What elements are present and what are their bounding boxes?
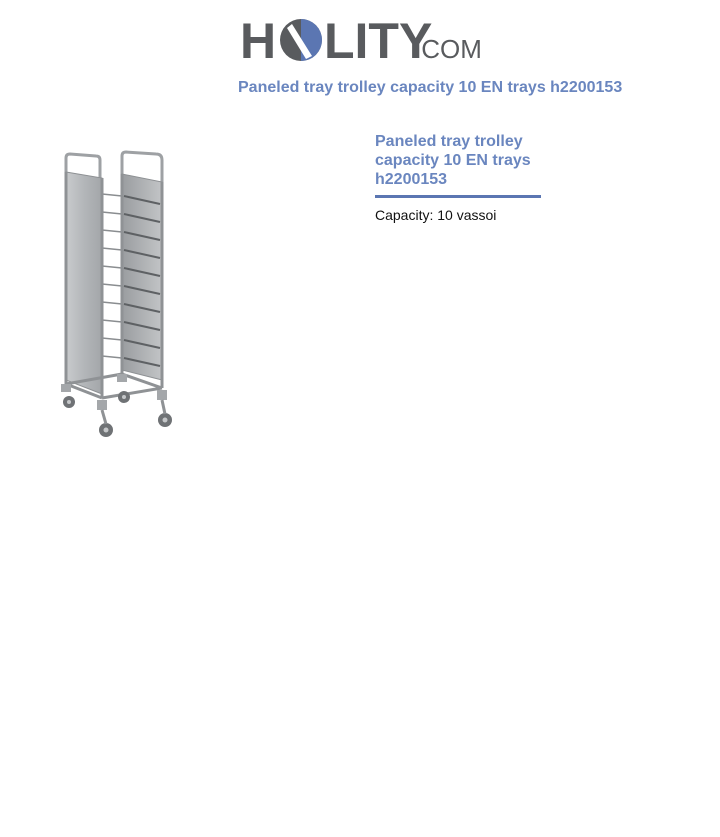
- product-title: Paneled tray trolley capacity 10 EN trays h2200153: [375, 133, 531, 188]
- product-image: [52, 148, 182, 444]
- capacity-spec: [375, 207, 545, 223]
- logo-letter-h: H: [240, 13, 277, 68]
- logo-suffix: .COM: [414, 34, 482, 64]
- title-divider: [375, 195, 541, 198]
- holity-logo[interactable]: [240, 10, 485, 68]
- holity-logo-mark: [240, 10, 485, 68]
- capacity-label: Capacity:: [375, 207, 434, 223]
- tray-trolley-image: [52, 148, 182, 444]
- logo-letters-lity: LITY: [324, 13, 433, 68]
- product-info: [375, 132, 545, 223]
- capacity-value: 10 vassoi: [437, 207, 497, 223]
- page-title: Paneled tray trolley capacity 10 EN trays h2200153: [238, 79, 623, 96]
- logo-o-icon: [280, 19, 322, 61]
